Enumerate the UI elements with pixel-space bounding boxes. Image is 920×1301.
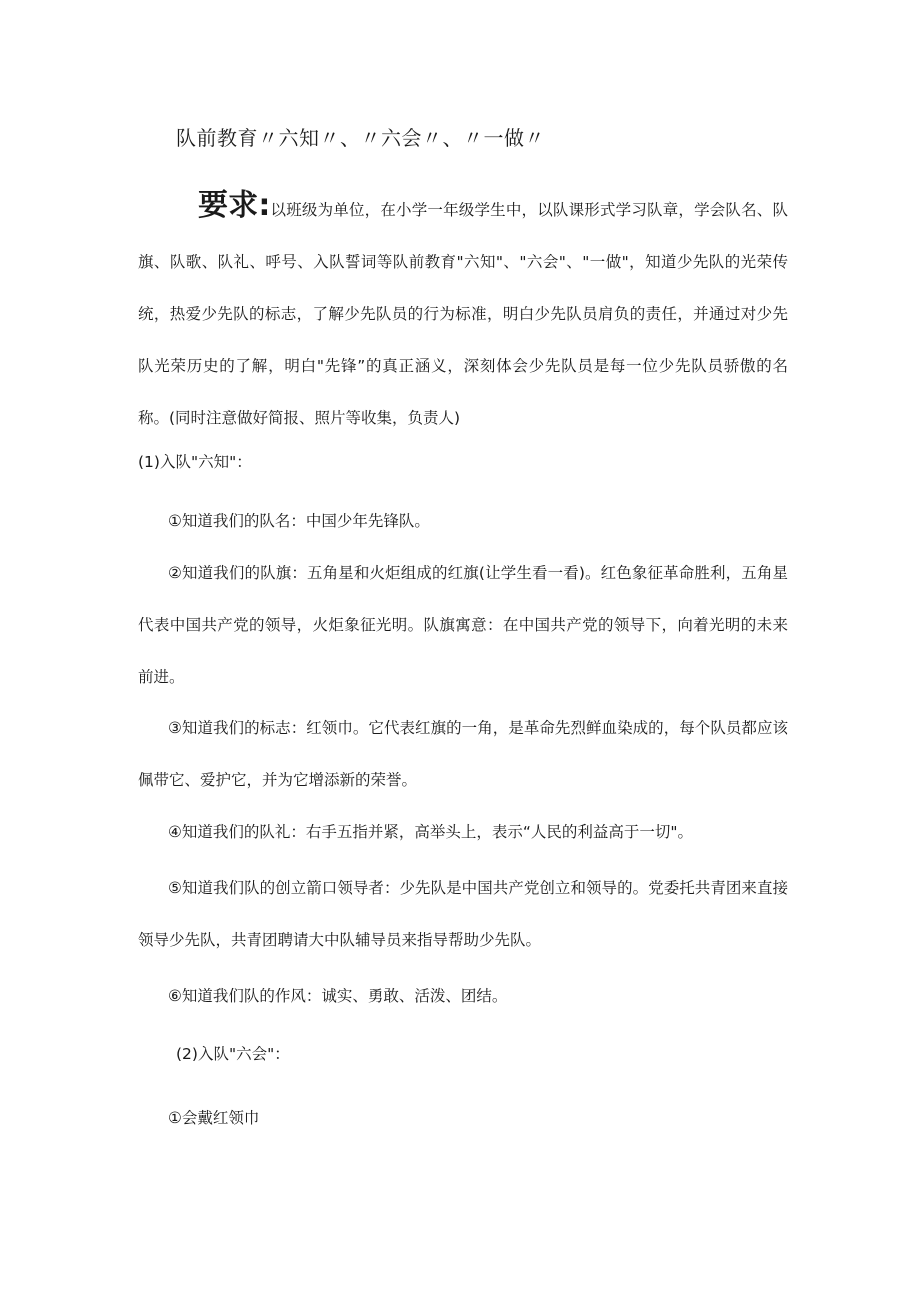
section1-item-2: ②知道我们的队旗：五角星和火炬组成的红旗(让学生看一看)。红色象征革命胜利，五角星代表中国共产党的领导，火炬象征光明。队旗寓意：在中国共产党的领导下，向着光明的未来前进。 xyxy=(138,564,788,686)
section1-heading: (1)入队"六知"： xyxy=(138,453,252,471)
requirement-label: 要求: xyxy=(198,188,271,223)
section1-item-3: ③知道我们的标志：红领巾。它代表红旗的一角，是革命先烈鲜血染成的，每个队员都应该佩带它、爱护它，并为它增添新的荣誉。 xyxy=(138,719,788,789)
section2-item-1: ①会戴红领巾 xyxy=(168,1109,260,1127)
section1-item-4: ④知道我们的队礼：右手五指并紧，高举头上，表示“人民的利益高于一切"。 xyxy=(168,823,694,841)
requirement-text: 以班级为单位，在小学一年级学生中，以队课形式学习队章，学会队名、队旗、队歌、队礼、呼号、入队誓词等队前教育"六知"、"六会"、"一做"，知道少先队的光荣传统，热爱少先队的标志，了解少先队员的行为标准，明白少先队员肩负的责任，并通过对少先队光荣历史的了解，明白"先锋”的真正涵义，深刻体会少先队员是每一位少先队员骄傲的名称。(同时注意做好简报、照片等收集，负责人) xyxy=(138,201,788,427)
section2-heading: (2)入队"六会"： xyxy=(176,1045,290,1063)
document-title: 队前教育〃六知〃、〃六会〃、〃一做〃 xyxy=(176,126,545,150)
requirement-paragraph xyxy=(138,180,788,444)
section1-item-5: ⑤知道我们队的创立箭口领导者：少先队是中国共产党创立和领导的。党委托共青团来直接领导少先队，共青团聘请大中队辅导员来指导帮助少先队。 xyxy=(138,879,788,949)
section1-item-6: ⑥知道我们队的作风：诚实、勇敢、活泼、团结。 xyxy=(168,987,508,1005)
section1-item-1: ①知道我们的队名：中国少年先锋队。 xyxy=(168,512,430,530)
